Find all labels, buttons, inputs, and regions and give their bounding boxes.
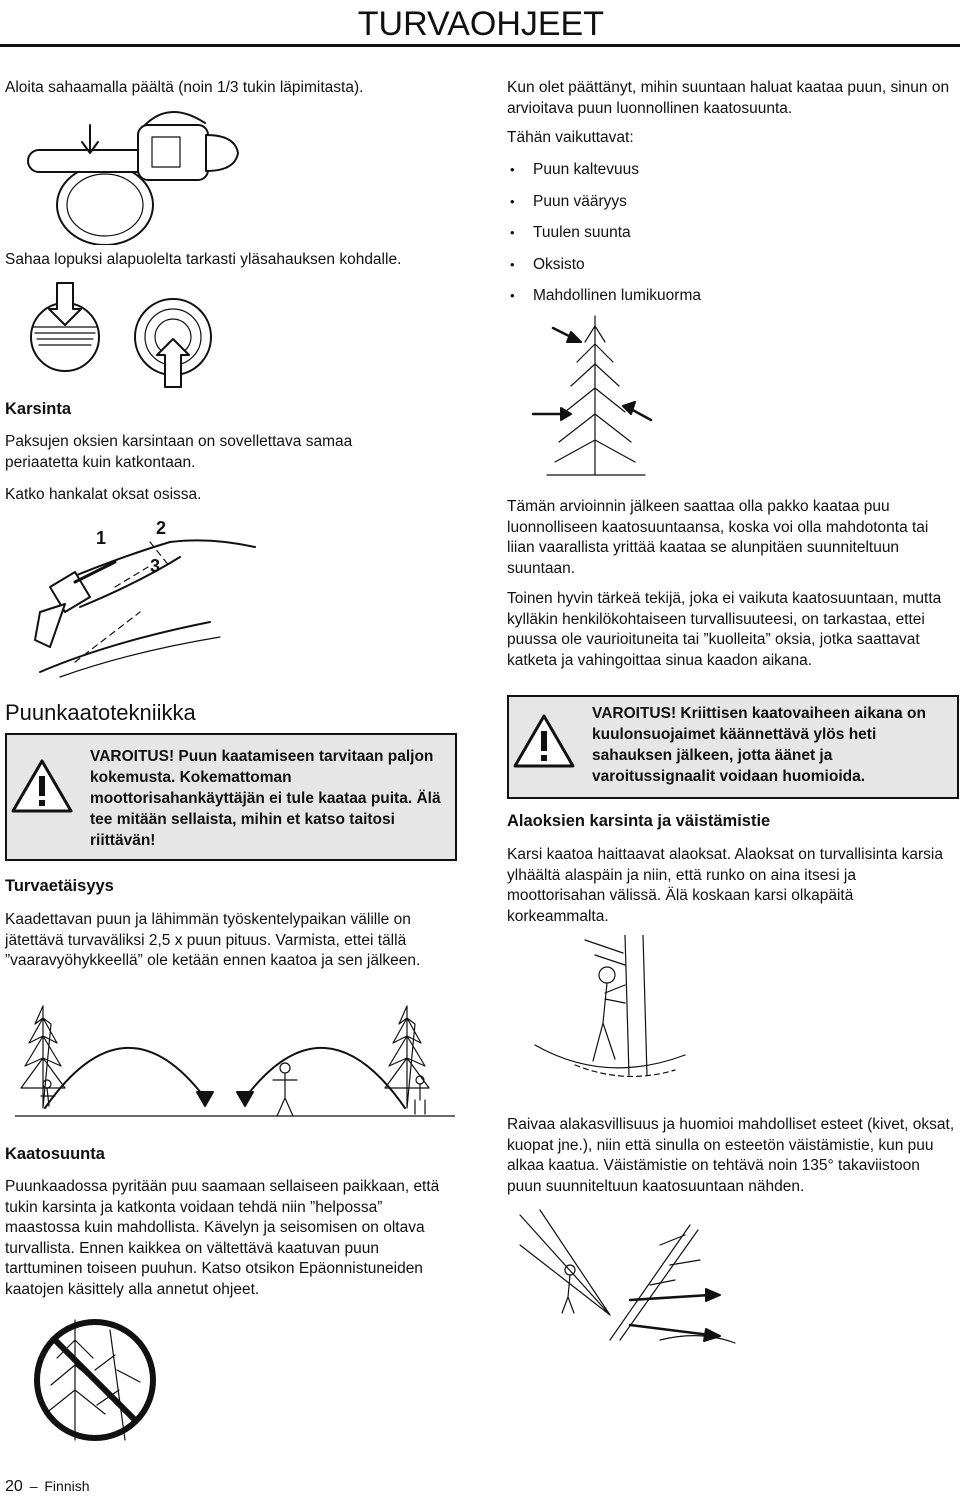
- karsinta-paragraph: Paksujen oksien karsintaan on sovellettava samaa periaatetta kuin katkontaan.: [5, 433, 353, 471]
- karsinta-paragraph-2: Katko hankalat oksat osissa.: [5, 486, 202, 503]
- natural-fall-factors-illustration: [525, 310, 665, 485]
- warning-text-left: VAROITUS! Puun kaatamiseen tarvitaan paljon kokemusta. Kokemattoman moottorisahankäyttäjän ei tule kaataa puita. Älä tee mitään sellaista, mihin et katso taitosi riittävän!: [90, 748, 441, 849]
- turvaetaisyys-paragraph: Kaadettavan puun ja lähimmän työskentelypaikan välille on jätettävä turvaväliksi 2,5 x puun pituus. Varmista, ettei tällä ”vaaravyöhykkeellä” ole ketään ennen kaatoa ja sen jälkeen.: [5, 911, 421, 969]
- warning-triangle-icon: [512, 713, 576, 769]
- factors-list: [507, 160, 907, 318]
- kaatosuunta-heading: Kaatosuunta: [5, 1145, 105, 1163]
- factor-item: • Puun vääryys: [507, 192, 907, 224]
- turvaetaisyys-heading: Turvaetäisyys: [5, 877, 114, 895]
- factor-item: • Tuulen suunta: [507, 223, 907, 255]
- chainsaw-cutting-log-illustration: [20, 95, 250, 245]
- footer-language: Finnish: [44, 1478, 90, 1494]
- factor-item: • Oksisto: [507, 255, 907, 287]
- cut-number-1: 1: [96, 528, 107, 548]
- alaoksien-paragraph: Karsi kaatoa haittaavat alaoksat. Alaoksat on turvallisinta karsia ylhäältä alaspäin ja niin, että runko on aina itsesi ja moottorisahan välissä. Älä koskaan karsi olkapäitä korkeammalta.: [507, 846, 943, 925]
- factor-item: • Mahdollinen lumikuorma: [507, 286, 907, 318]
- kaatosuunta-paragraph: Puunkaadossa pyritään puu saamaan sellaiseen paikkaan, että tukin karsinta ja katkonta voidaan tehdä niin ”helpossa” maastossa kuin mahdollista. Kävelyn ja seisomisen on oltava turvallista. Ennen kaikkea on vältettävä kaatuvan puun tarttuminen toiseen puuhun. Katso otsikon Epäonnistuneiden kaatojen käsittely alla annetut ohjeet.: [5, 1178, 440, 1298]
- intro-paragraph: Kun olet päättänyt, mihin suuntaan haluat kaataa puun, sinun on arvioitava puun luonnollinen kaatosuunta.: [507, 79, 950, 117]
- escape-route-paragraph: Raivaa alakasvillisuus ja huomioi mahdolliset esteet (kivet, oksat, kuopat jne.), niin että sinulla on esteetön väistämistie, kun puu alkaa kaatua. Väistämistie on tehtävä noin 135° takaviistoon puun suunniteltuun kaatosuuntaan nähden.: [507, 1116, 955, 1195]
- branch-cutting-illustration: [20, 512, 260, 682]
- saw-top-text: Aloita sahaamalla päältä (noin 1/3 tukin läpimitasta).: [5, 79, 364, 96]
- warning-text-right: VAROITUS! Kriittisen kaatovaiheen aikana on kuulonsuojaimet käännettävä ylös heti sahauksen jälkeen, jotta äänet ja varoitussignaalit voidaan huomioida.: [592, 705, 926, 785]
- page-title: TURVAOHJEET: [357, 5, 604, 43]
- prohibited-lodged-tree-illustration: [15, 1310, 185, 1450]
- footer-dash: –: [29, 1478, 38, 1494]
- page-number: 20: [5, 1478, 23, 1495]
- puunkaato-heading: Puunkaatotekniikka: [5, 700, 196, 725]
- karsinta-heading: Karsinta: [5, 400, 72, 418]
- factor-item: • Puun kaltevuus: [507, 160, 907, 192]
- warning-triangle-icon: [10, 758, 74, 814]
- alaoksien-heading: Alaoksien karsinta ja väistämistie: [507, 812, 771, 830]
- escape-route-illustration: [510, 1205, 740, 1345]
- header-rule: [0, 44, 960, 47]
- limbing-worker-illustration: [525, 935, 725, 1085]
- log-cut-arrows-illustration: [25, 275, 225, 395]
- dead-branches-paragraph: Toinen hyvin tärkeä tekijä, joka ei vaikuta kaatosuuntaan, mutta kylläkin henkilökohtaiseen turvallisuuteesi, on tarkastaa, ettei puussa ole vaurioituneita tai ”kuolleita” oksia, jotka saattavat katketa ja vahingoittaa sinua kaadon aikana.: [507, 590, 942, 669]
- saw-bottom-text: Sahaa lopuksi alapuolelta tarkasti yläsahauksen kohdalle.: [5, 251, 402, 268]
- cut-number-2: 2: [156, 518, 167, 538]
- factors-label: Tähän vaikuttavat:: [507, 129, 634, 146]
- safety-distance-illustration: [15, 988, 455, 1130]
- assessment-paragraph: Tämän arvioinnin jälkeen saattaa olla pakko kaataa puu luonnolliseen kaatosuuntaansa, koska voi olla mahdotonta tai liian vaarallista yrittää kaataa se alunpitäen suunniteltuun suuntaan.: [507, 498, 929, 577]
- cut-number-3: 3: [150, 556, 161, 576]
